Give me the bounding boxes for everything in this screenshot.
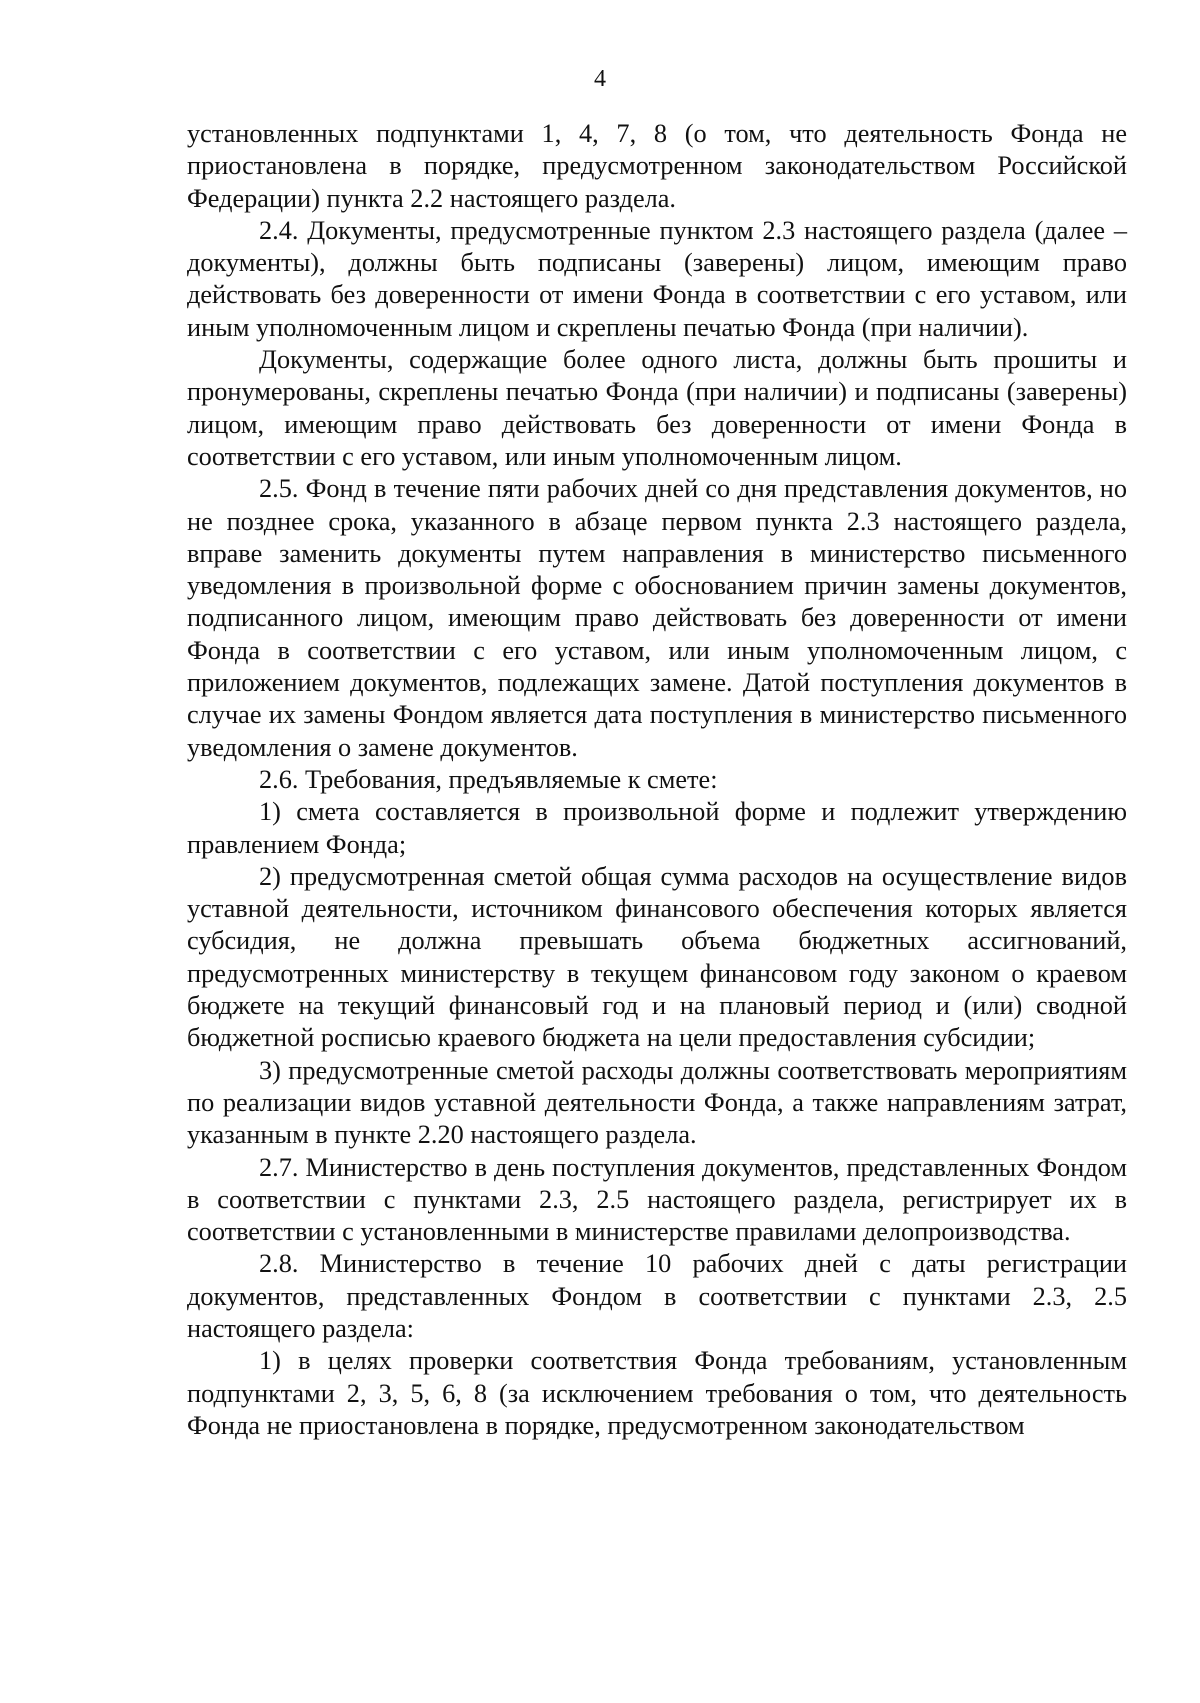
paragraph-2-5: 2.5. Фонд в течение пяти рабочих дней со дня представления документов, но не позднее срока, указанного в абзаце первом пункта 2.3 настоящего раздела, вправе заменить документы путем направления в министерство письменного уведомления в произвольной форме с обоснованием причин замены документов, подписанного лицом, имеющим право действовать без доверенности от имени Фонда в соответствии с его уставом, или иным уполномоченным лицом, с приложением документов, подлежащих замене. Датой поступления документов в случае их замены Фондом является дата поступления в министерство письменного уведомления о замене документов. [187, 474, 1127, 762]
paragraph-2-8-item-1: 1) в целях проверки соответствия Фонда требованиям, установленным подпунктами 2, 3, 5, 6, 8 (за исключением требования о том, что деятельность Фонда не приостановлена в порядке, предусмотренном законодательством [187, 1346, 1127, 1440]
paragraph-2-7: 2.7. Министерство в день поступления документов, представленных Фондом в соответствии с пунктами 2.3, 2.5 настоящего раздела, регистрирует их в соответствии с установленными в министерстве правилами делопроизводства. [187, 1152, 1127, 1247]
paragraph-2-6: 2.6. Требования, предъявляемые к смете: [259, 764, 718, 794]
paragraph-2-8: 2.8. Министерство в течение 10 рабочих дней с даты регистрации документов, представленных Фондом в соответствии с пунктами 2.3, 2.5 настоящего раздела: [187, 1249, 1127, 1343]
paragraph-2-6-item-2: 2) предусмотренная сметой общая сумма расходов на осуществление видов уставной деятельности, источником финансового обеспечения которых является субсидия, не должна превышать объема бюджетных ассигнований, предусмотренных министерству в текущем финансовом году законом о краевом бюджете на текущий финансовый год и на плановый период и (или) сводной бюджетной росписью краевого бюджета на цели предоставления субсидии; [187, 861, 1127, 1053]
paragraph-2-6-item-3: 3) предусмотренные сметой расходы должны соответствовать мероприятиям по реализации видов уставной деятельности Фонда, а также направлениям затрат, указанным в пункте 2.20 настоящего раздела. [187, 1055, 1127, 1150]
paragraph-continuation: установленных подпунктами 1, 4, 7, 8 (о том, что деятельность Фонда не приостановлена в порядке, предусмотренном законодательством Российской Федерации) пункта 2.2 настоящего раздела. [187, 119, 1127, 213]
document-body [187, 118, 1127, 1442]
paragraph-2-6-item-1: 1) смета составляется в произвольной форме и подлежит утверждению правлением Фонда; [187, 797, 1127, 859]
paragraph-2-4: 2.4. Документы, предусмотренные пунктом 2.3 настоящего раздела (далее – документы), должны быть подписаны (заверены) лицом, имеющим право действовать без доверенности от имени Фонда в соответствии с его уставом, или иным уполномоченным лицом и скреплены печатью Фонда (при наличии). [187, 215, 1127, 342]
page-number: 4 [594, 66, 606, 92]
paragraph-2-4-documents: Документы, содержащие более одного листа, должны быть прошиты и пронумерованы, скреплены печатью Фонда (при наличии) и подписаны (заверены) лицом, имеющим право действовать без доверенности от имени Фонда в соответствии с его уставом, или иным уполномоченным лицом. [187, 345, 1127, 471]
